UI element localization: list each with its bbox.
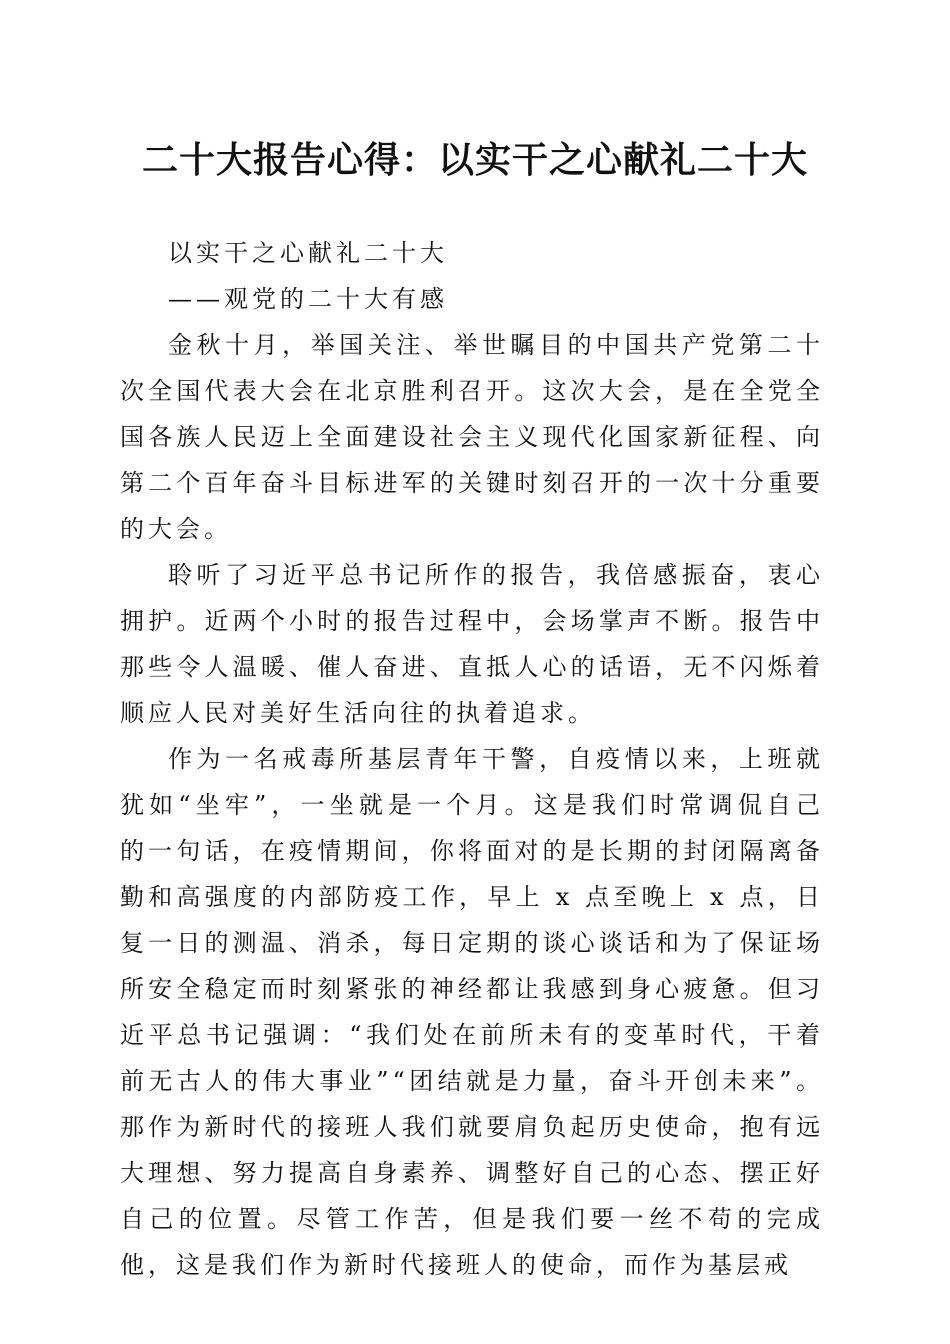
document-body (120, 230, 824, 1288)
paragraph-2: 聆听了习近平总书记所作的报告，我倍感振奋，衷心拥护。近两个小时的报告过程中，会场掌声不断。报告中那些令人温暖、催人奋进、直抵人心的话语，无不闪烁着顺应人民对美好生活向往的执着追求。 (120, 561, 824, 727)
document-title: 二十大报告心得：以实干之心献礼二十大 (141, 139, 808, 181)
byline: ——观党的二十大有感 (168, 285, 448, 313)
subtitle: 以实干之心献礼二十大 (168, 239, 448, 267)
paragraph-1: 金秋十月，举国关注、举世瞩目的中国共产党第二十次全国代表大会在北京胜利召开。这次大会，是在全党全国各族人民迈上全面建设社会主义现代化国家新征程、向第二个百年奋斗目标进军的关键时刻召开的一次十分重要的大会。 (120, 331, 824, 543)
paragraph-3: 作为一名戒毒所基层青年干警，自疫情以来，上班就犹如“坐牢”，一坐就是一个月。这是我们时常调侃自己的一句话，在疫情期间，你将面对的是长期的封闭隔离备勤和高强度的内部防疫工作，早上 x 点至晚上 x 点，日复一日的测温、消杀，每日定期的谈心谈话和为了保证场所安全稳定而时刻紧张的神经都让我感到身心疲惫。但习近平总书记强调：“我们处在前所未有的变革时代，干着前无古人的伟大事业”“团结就是力量，奋斗开创未来”。那作为新时代的接班人我们就要肩负起历史使命，抱有远大理想、努力提高自身素养、调整好自己的心态、摆正好自己的位置。尽管工作苦，但是我们要一丝不苟的完成他，这是我们作为新时代接班人的使命，而作为基层戒 (120, 745, 824, 1279)
